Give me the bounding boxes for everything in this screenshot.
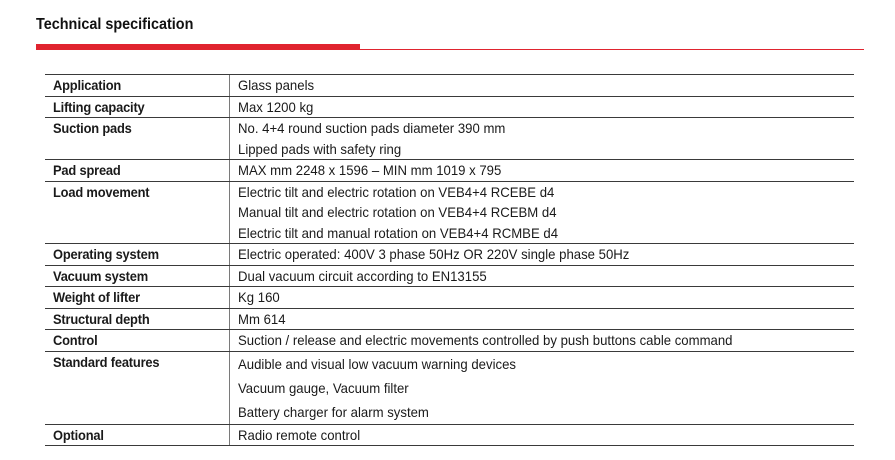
spec-value-line — [238, 182, 854, 203]
spec-label-cell — [45, 244, 230, 266]
spec-value-line — [238, 223, 854, 244]
spec-value-text: Kg 160 — [238, 289, 280, 305]
spec-value-text: Max 1200 kg — [238, 98, 314, 115]
spec-label-cell — [45, 96, 230, 118]
spec-value-line — [238, 139, 854, 160]
spec-label-cell — [45, 308, 230, 330]
section-heading: Technical specification — [36, 16, 194, 33]
spec-value-text: MAX mm 2248 x 1596 – MIN mm 1019 x 795 — [238, 162, 502, 178]
spec-label: Vacuum system — [53, 267, 148, 284]
spec-value-cell — [230, 287, 855, 309]
table-row — [45, 96, 854, 118]
spec-value-line — [238, 287, 854, 308]
spec-label: Load movement — [53, 183, 150, 200]
spec-value-cell — [230, 96, 855, 118]
spec-label: Application — [53, 77, 122, 93]
spec-value-line — [238, 330, 854, 351]
spec-label-cell — [45, 181, 230, 244]
spec-value-line — [238, 425, 854, 446]
table-row — [45, 330, 854, 352]
spec-value-text: Mm 614 — [238, 310, 286, 327]
table-row — [45, 308, 854, 330]
table-row — [45, 287, 854, 309]
table-row — [45, 265, 854, 287]
spec-label-cell — [45, 265, 230, 287]
spec-value-text: Audible and visual low vacuum warning devices — [238, 355, 516, 372]
heading-rule — [360, 49, 864, 50]
spec-label: Structural depth — [53, 310, 150, 327]
spec-value-line — [238, 400, 854, 424]
spec-value-text: Suction / release and electric movements controlled by push buttons cable command — [238, 332, 733, 348]
spec-value-cell — [230, 181, 855, 244]
spec-value-line — [238, 309, 854, 330]
spec-value-text: Vacuum gauge, Vacuum filter — [238, 379, 409, 396]
spec-value-text: Dual vacuum circuit according to EN13155 — [238, 267, 487, 284]
heading-accent-bar — [36, 44, 360, 50]
spec-value-cell — [230, 244, 855, 266]
spec-value-cell — [230, 118, 855, 160]
spec-value-line — [238, 97, 854, 118]
spec-table — [45, 74, 854, 446]
spec-table-body — [45, 75, 854, 446]
spec-value-cell — [230, 160, 855, 182]
spec-value-cell — [230, 308, 855, 330]
spec-value-text: Manual tilt and electric rotation on VEB4+4 RCEBM d4 — [238, 204, 557, 220]
spec-value-text: Electric operated: 400V 3 phase 50Hz OR 220V single phase 50Hz — [238, 246, 630, 262]
spec-value-text: No. 4+4 round suction pads diameter 390 mm — [238, 120, 506, 136]
spec-value-line — [238, 244, 854, 265]
spec-label: Standard features — [53, 353, 160, 370]
spec-value-text: Electric tilt and electric rotation on VEB4+4 RCEBE d4 — [238, 183, 555, 200]
spec-value-text: Radio remote control — [238, 426, 361, 443]
spec-label-cell — [45, 330, 230, 352]
spec-label-cell — [45, 351, 230, 424]
spec-label-cell — [45, 424, 230, 446]
spec-value-cell — [230, 75, 855, 97]
spec-value-cell — [230, 351, 855, 424]
table-row — [45, 118, 854, 160]
spec-value-cell — [230, 424, 855, 446]
spec-value-line — [238, 75, 854, 96]
spec-value-text: Lipped pads with safety ring — [238, 140, 402, 157]
table-row — [45, 75, 854, 97]
spec-value-line — [238, 266, 854, 287]
spec-label: Operating system — [53, 246, 159, 262]
table-row — [45, 351, 854, 424]
spec-value-cell — [230, 265, 855, 287]
table-row — [45, 160, 854, 182]
spec-value-text: Glass panels — [238, 77, 315, 93]
spec-value-line — [238, 160, 854, 181]
spec-label: Weight of lifter — [53, 289, 140, 305]
spec-label: Optional — [53, 426, 104, 443]
spec-value-line — [238, 352, 854, 376]
spec-value-cell — [230, 330, 855, 352]
spec-label-cell — [45, 287, 230, 309]
spec-label: Suction pads — [53, 120, 132, 136]
spec-value-line — [238, 118, 854, 139]
spec-label: Lifting capacity — [53, 98, 145, 115]
table-row — [45, 181, 854, 244]
spec-label: Control — [53, 332, 98, 348]
spec-label-cell — [45, 160, 230, 182]
spec-value-text: Battery charger for alarm system — [238, 403, 429, 420]
spec-label: Pad spread — [53, 162, 121, 178]
spec-label-cell — [45, 75, 230, 97]
spec-value-text: Electric tilt and manual rotation on VEB4+4 RCMBE d4 — [238, 224, 559, 241]
spec-label-cell — [45, 118, 230, 160]
table-row — [45, 244, 854, 266]
table-row — [45, 424, 854, 446]
spec-value-line — [238, 376, 854, 400]
spec-value-line — [238, 202, 854, 223]
